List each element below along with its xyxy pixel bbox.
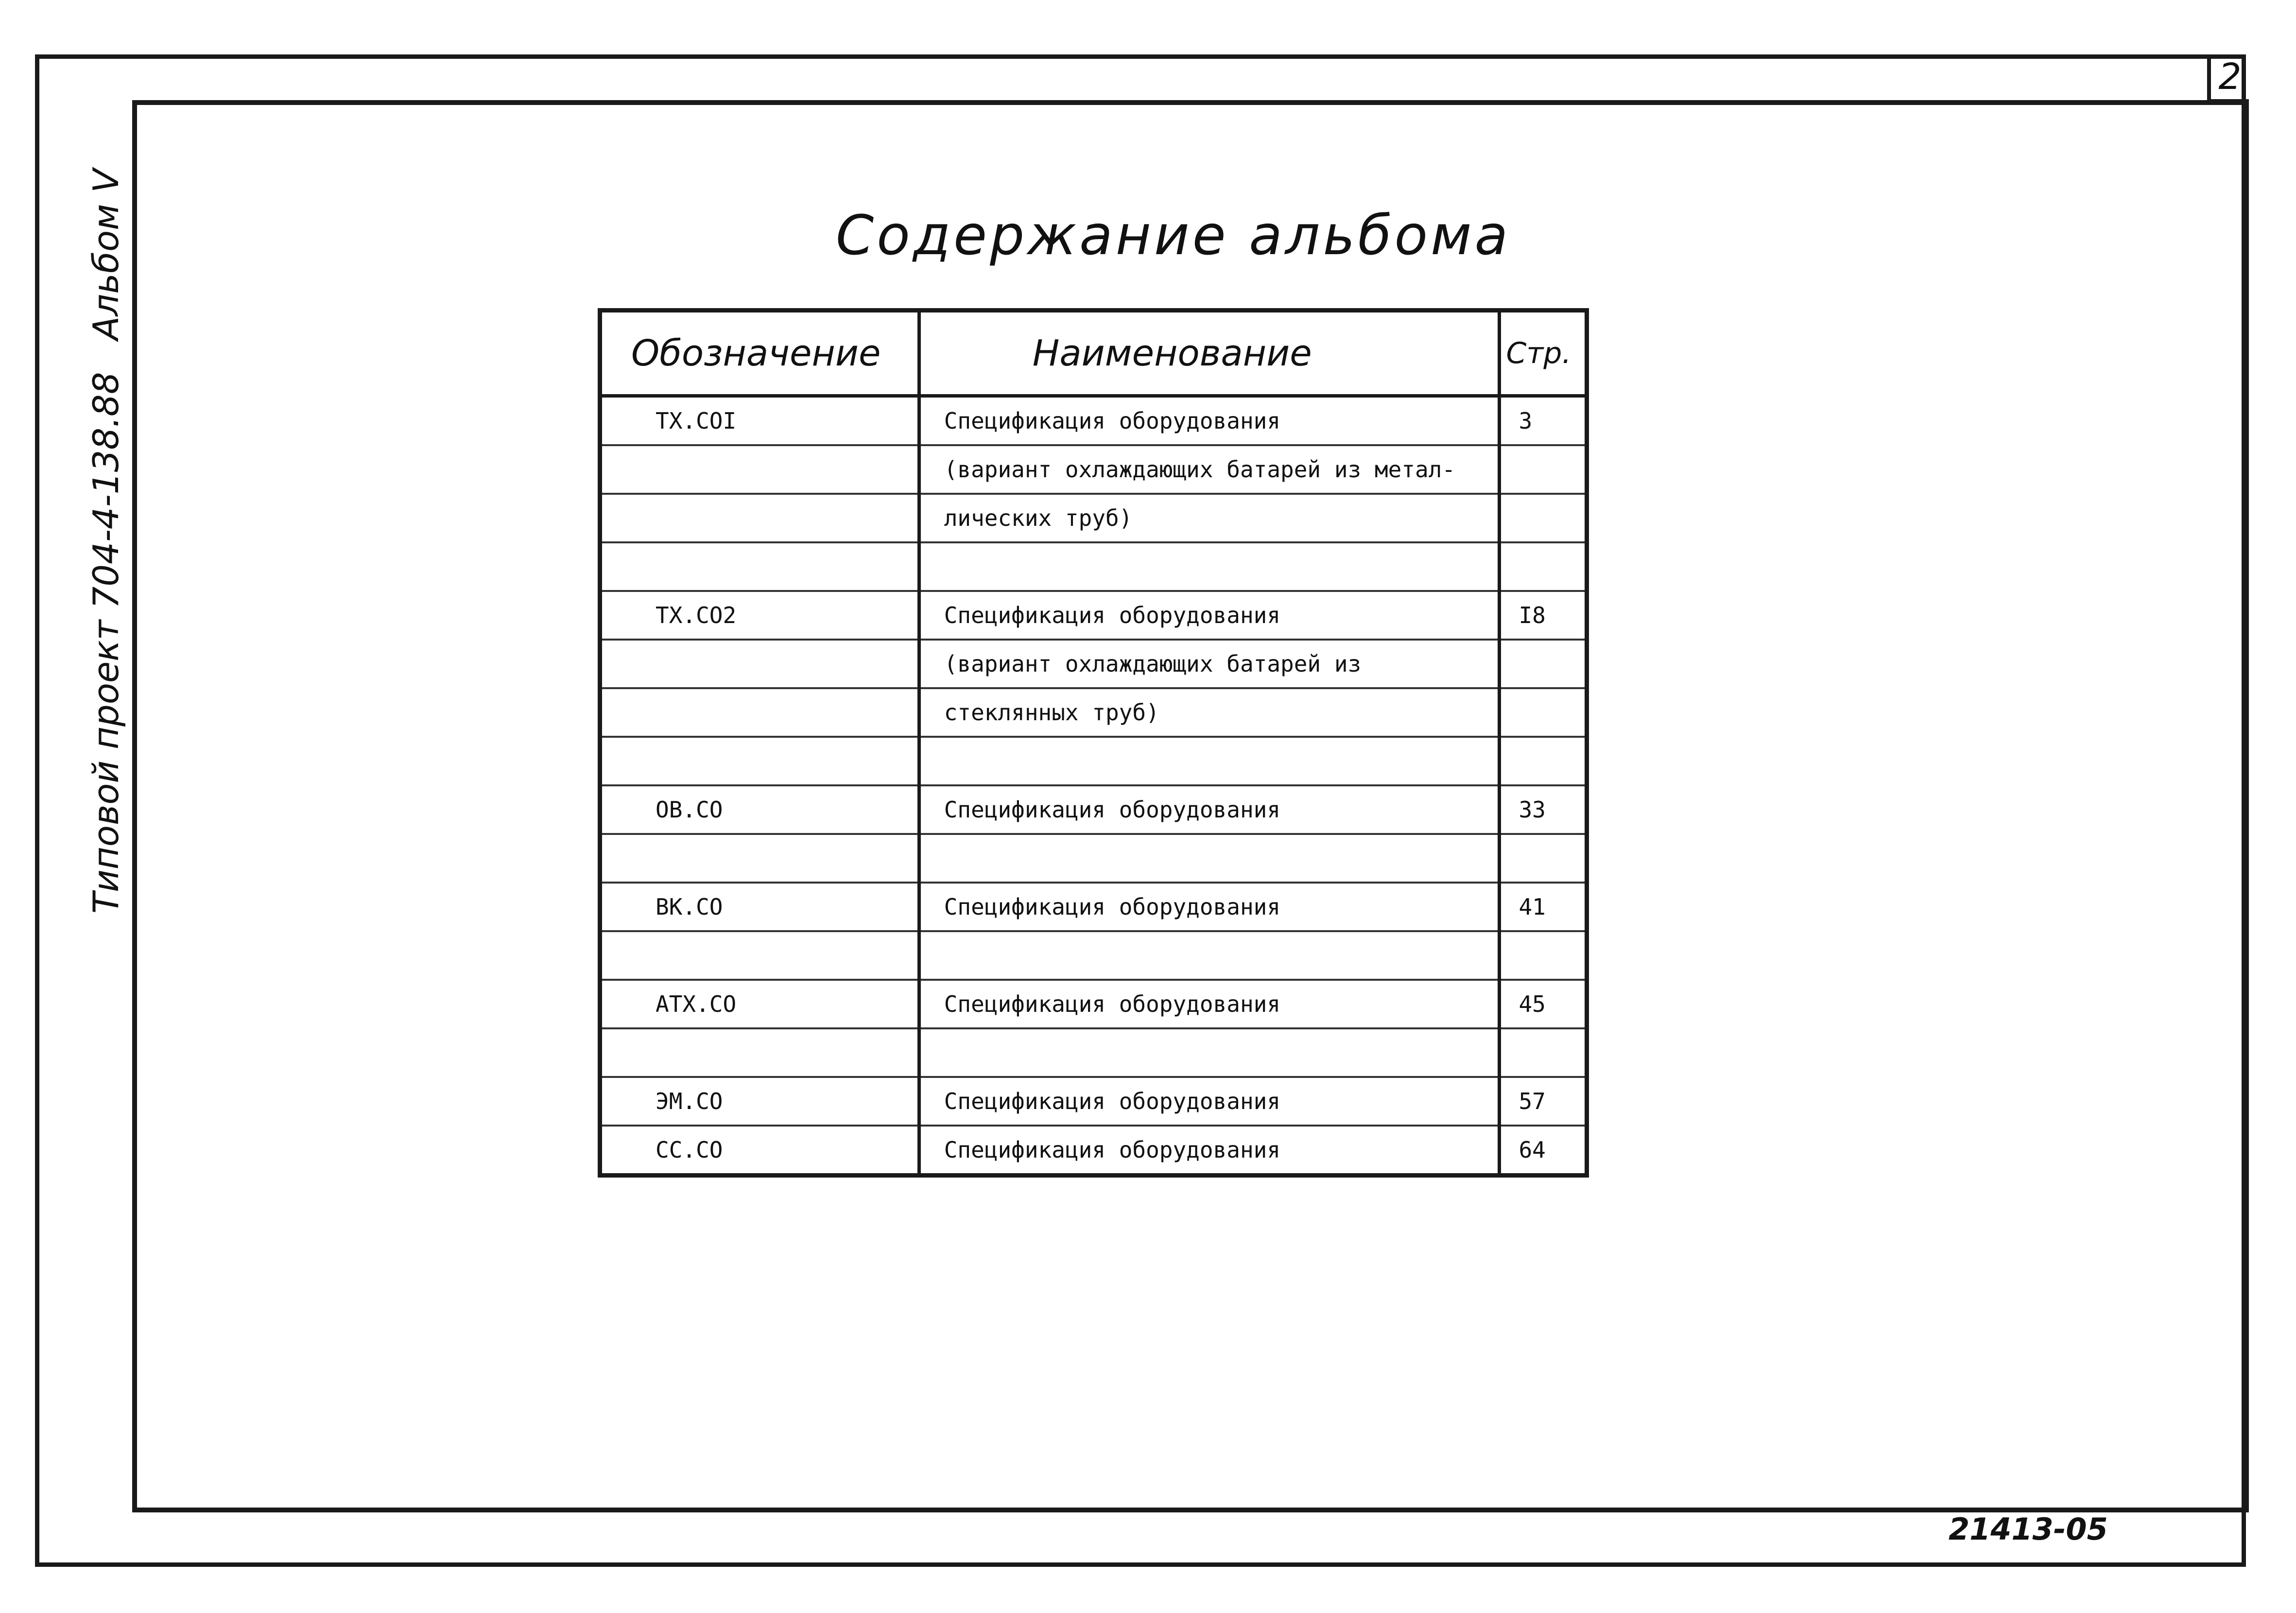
document-code: 21413-05 bbox=[1949, 1511, 2108, 1547]
cell-code bbox=[600, 445, 919, 494]
cell-name: Спецификация оборудования bbox=[919, 980, 1500, 1028]
table-row bbox=[600, 1028, 1587, 1077]
table-row bbox=[600, 737, 1587, 785]
cell-page: 3 bbox=[1500, 396, 1587, 446]
contents-table bbox=[598, 308, 1589, 1178]
table-row bbox=[600, 640, 1587, 688]
cell-page: 64 bbox=[1500, 1126, 1587, 1176]
cell-name: Спецификация оборудования bbox=[919, 396, 1500, 446]
cell-name: (вариант охлаждающих батарей из метал- bbox=[919, 445, 1500, 494]
table-row bbox=[600, 494, 1587, 542]
cell-page bbox=[1500, 737, 1587, 785]
cell-code bbox=[600, 931, 919, 980]
cell-code: ЭМ.СО bbox=[600, 1077, 919, 1126]
cell-code bbox=[600, 640, 919, 688]
cell-code bbox=[600, 542, 919, 591]
cell-page bbox=[1500, 494, 1587, 542]
table-row bbox=[600, 591, 1587, 640]
cell-code: СС.СО bbox=[600, 1126, 919, 1176]
cell-page bbox=[1500, 931, 1587, 980]
cell-page bbox=[1500, 688, 1587, 737]
cell-name bbox=[919, 834, 1500, 883]
page-number: 2 bbox=[2207, 54, 2249, 103]
cell-page: 57 bbox=[1500, 1077, 1587, 1126]
cell-name: стеклянных труб) bbox=[919, 688, 1500, 737]
cell-name: Спецификация оборудования bbox=[919, 1077, 1500, 1126]
cell-code bbox=[600, 834, 919, 883]
cell-name: Спецификация оборудования bbox=[919, 1126, 1500, 1176]
table-row bbox=[600, 688, 1587, 737]
page-title: Содержание альбома bbox=[836, 204, 1511, 267]
cell-code: ОВ.СО bbox=[600, 785, 919, 834]
cell-name bbox=[919, 542, 1500, 591]
cell-page: 33 bbox=[1500, 785, 1587, 834]
table-row bbox=[600, 396, 1587, 446]
cell-name: Спецификация оборудования bbox=[919, 591, 1500, 640]
table-body bbox=[600, 396, 1587, 1176]
table-row bbox=[600, 834, 1587, 883]
table-row bbox=[600, 931, 1587, 980]
table-row bbox=[600, 1126, 1587, 1176]
cell-code bbox=[600, 494, 919, 542]
cell-page bbox=[1500, 445, 1587, 494]
album-label: Альбом V bbox=[86, 169, 126, 340]
cell-code: ТХ.СО2 bbox=[600, 591, 919, 640]
cell-code bbox=[600, 688, 919, 737]
table-header-row bbox=[600, 311, 1587, 396]
cell-name bbox=[919, 737, 1500, 785]
cell-name: Спецификация оборудования bbox=[919, 785, 1500, 834]
cell-page: 45 bbox=[1500, 980, 1587, 1028]
cell-code bbox=[600, 737, 919, 785]
cell-code: ВК.СО bbox=[600, 883, 919, 931]
table-row bbox=[600, 1077, 1587, 1126]
table-row bbox=[600, 883, 1587, 931]
cell-name: Спецификация оборудования bbox=[919, 883, 1500, 931]
header-name: Наименование bbox=[919, 311, 1500, 396]
cell-name bbox=[919, 1028, 1500, 1077]
cell-name bbox=[919, 931, 1500, 980]
cell-code: ТХ.СОI bbox=[600, 396, 919, 446]
cell-page: I8 bbox=[1500, 591, 1587, 640]
table-row bbox=[600, 980, 1587, 1028]
header-code: Обозначение bbox=[600, 311, 919, 396]
cell-page bbox=[1500, 834, 1587, 883]
cell-page bbox=[1500, 542, 1587, 591]
cell-page bbox=[1500, 640, 1587, 688]
header-page: Стр. bbox=[1500, 311, 1587, 396]
cell-page: 41 bbox=[1500, 883, 1587, 931]
cell-code: АТХ.СО bbox=[600, 980, 919, 1028]
cell-name: лических труб) bbox=[919, 494, 1500, 542]
project-label: Типовой проект 704-4-138.88 bbox=[86, 372, 126, 914]
table-row bbox=[600, 542, 1587, 591]
cell-code bbox=[600, 1028, 919, 1077]
cell-page bbox=[1500, 1028, 1587, 1077]
table-row bbox=[600, 785, 1587, 834]
cell-name: (вариант охлаждающих батарей из bbox=[919, 640, 1500, 688]
table-row bbox=[600, 445, 1587, 494]
